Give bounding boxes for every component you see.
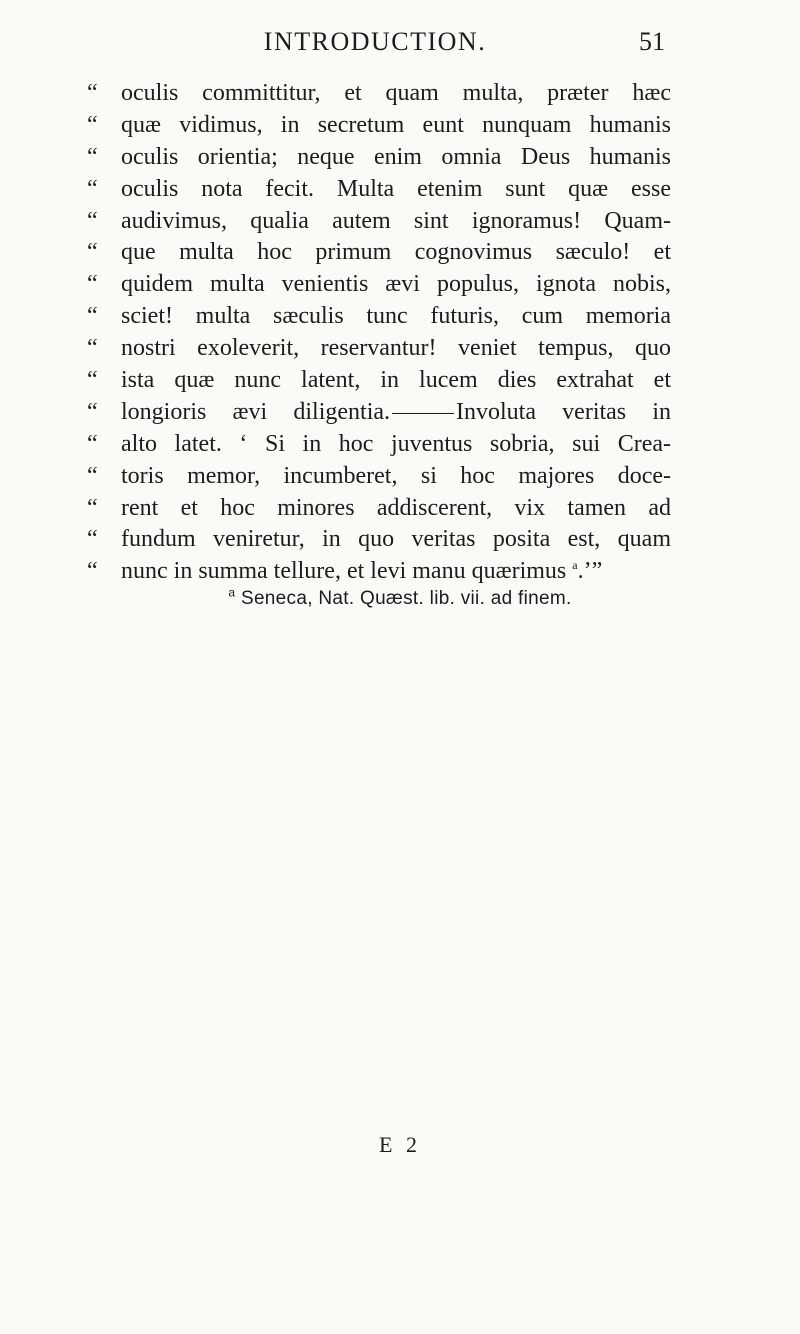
footnote-reference: a (572, 558, 578, 573)
text-line (87, 174, 671, 206)
line-text: audivimus, qualia autem sint ignoramus! Quam- (121, 207, 671, 234)
page-number: 51 (639, 27, 665, 56)
text-line (87, 333, 671, 365)
line-quote-mark: “ (87, 367, 98, 394)
line-text: oculis orientia; neque enim omnia Deus humanis (121, 143, 671, 170)
line-text: toris memor, incumberet, si hoc majores doce- (121, 462, 671, 489)
line-quote-mark: “ (87, 207, 98, 234)
line-text: quæ vidimus, in secretum eunt nunquam humanis (121, 111, 671, 138)
line-text: que multa hoc primum cognovimus sæculo! et (121, 239, 671, 266)
line-quote-mark: “ (87, 143, 98, 170)
line-text: oculis committitur, et quam multa, præter hæc (121, 80, 671, 106)
line-quote-mark: “ (87, 175, 98, 202)
line-text: fundum veniretur, in quo veritas posita est, quam (121, 526, 671, 553)
body-text (87, 78, 671, 588)
footnote (0, 585, 800, 610)
em-dash-rule (392, 413, 454, 414)
running-head-title: INTRODUCTION. (263, 27, 487, 56)
line-quote-mark: “ (87, 80, 98, 106)
line-quote-mark: “ (87, 111, 98, 138)
line-quote-mark: “ (87, 398, 98, 425)
text-line (87, 556, 671, 588)
line-quote-mark: “ (87, 303, 98, 330)
line-text: sciet! multa sæculis tunc futuris, cum memoria (121, 303, 671, 330)
text-line (87, 493, 671, 525)
text-line (87, 110, 671, 142)
text-line (87, 301, 671, 333)
line-quote-mark: “ (87, 462, 98, 489)
line-text: alto latet. ‘ Si in hoc juventus sobria, sui Crea- (121, 430, 671, 457)
text-line (87, 397, 671, 429)
line-quote-mark: “ (87, 558, 98, 585)
line-quote-mark: “ (87, 494, 98, 521)
running-head (85, 24, 665, 60)
text-line (87, 269, 671, 301)
text-line (87, 429, 671, 461)
line-quote-mark: “ (87, 271, 98, 298)
line-quote-mark: “ (87, 430, 98, 457)
text-line (87, 365, 671, 397)
text-line (87, 142, 671, 174)
line-text-part: longioris ævi diligentia. (121, 398, 391, 425)
line-quote-mark: “ (87, 526, 98, 553)
footnote-mark: a (228, 585, 236, 600)
text-line (87, 78, 671, 110)
text-line (87, 206, 671, 238)
line-text: nostri exoleverit, reservantur! veniet tempus, quo (121, 335, 671, 362)
line-text-part: Involuta veritas in (456, 398, 671, 425)
line-text-part: nunc in summa tellure, et levi manu quærimus (121, 558, 567, 585)
line-quote-mark: “ (87, 335, 98, 362)
text-line (87, 237, 671, 269)
text-line (87, 461, 671, 493)
line-text: ista quæ nunc latent, in lucem dies extrahat et (121, 367, 671, 394)
footnote-text: Seneca, Nat. Quæst. lib. vii. ad finem. (240, 588, 572, 609)
line-text-part: .’” (577, 558, 603, 585)
text-line (87, 524, 671, 556)
line-text (121, 556, 671, 588)
line-quote-mark: “ (87, 239, 98, 266)
signature-mark: E 2 (379, 1132, 421, 1157)
line-text (121, 397, 671, 429)
line-text: oculis nota fecit. Multa etenim sunt quæ esse (121, 175, 671, 202)
line-text: quidem multa venientis ævi populus, ignota nobis, (121, 271, 671, 298)
line-text: rent et hoc minores addiscerent, vix tamen ad (121, 494, 671, 521)
